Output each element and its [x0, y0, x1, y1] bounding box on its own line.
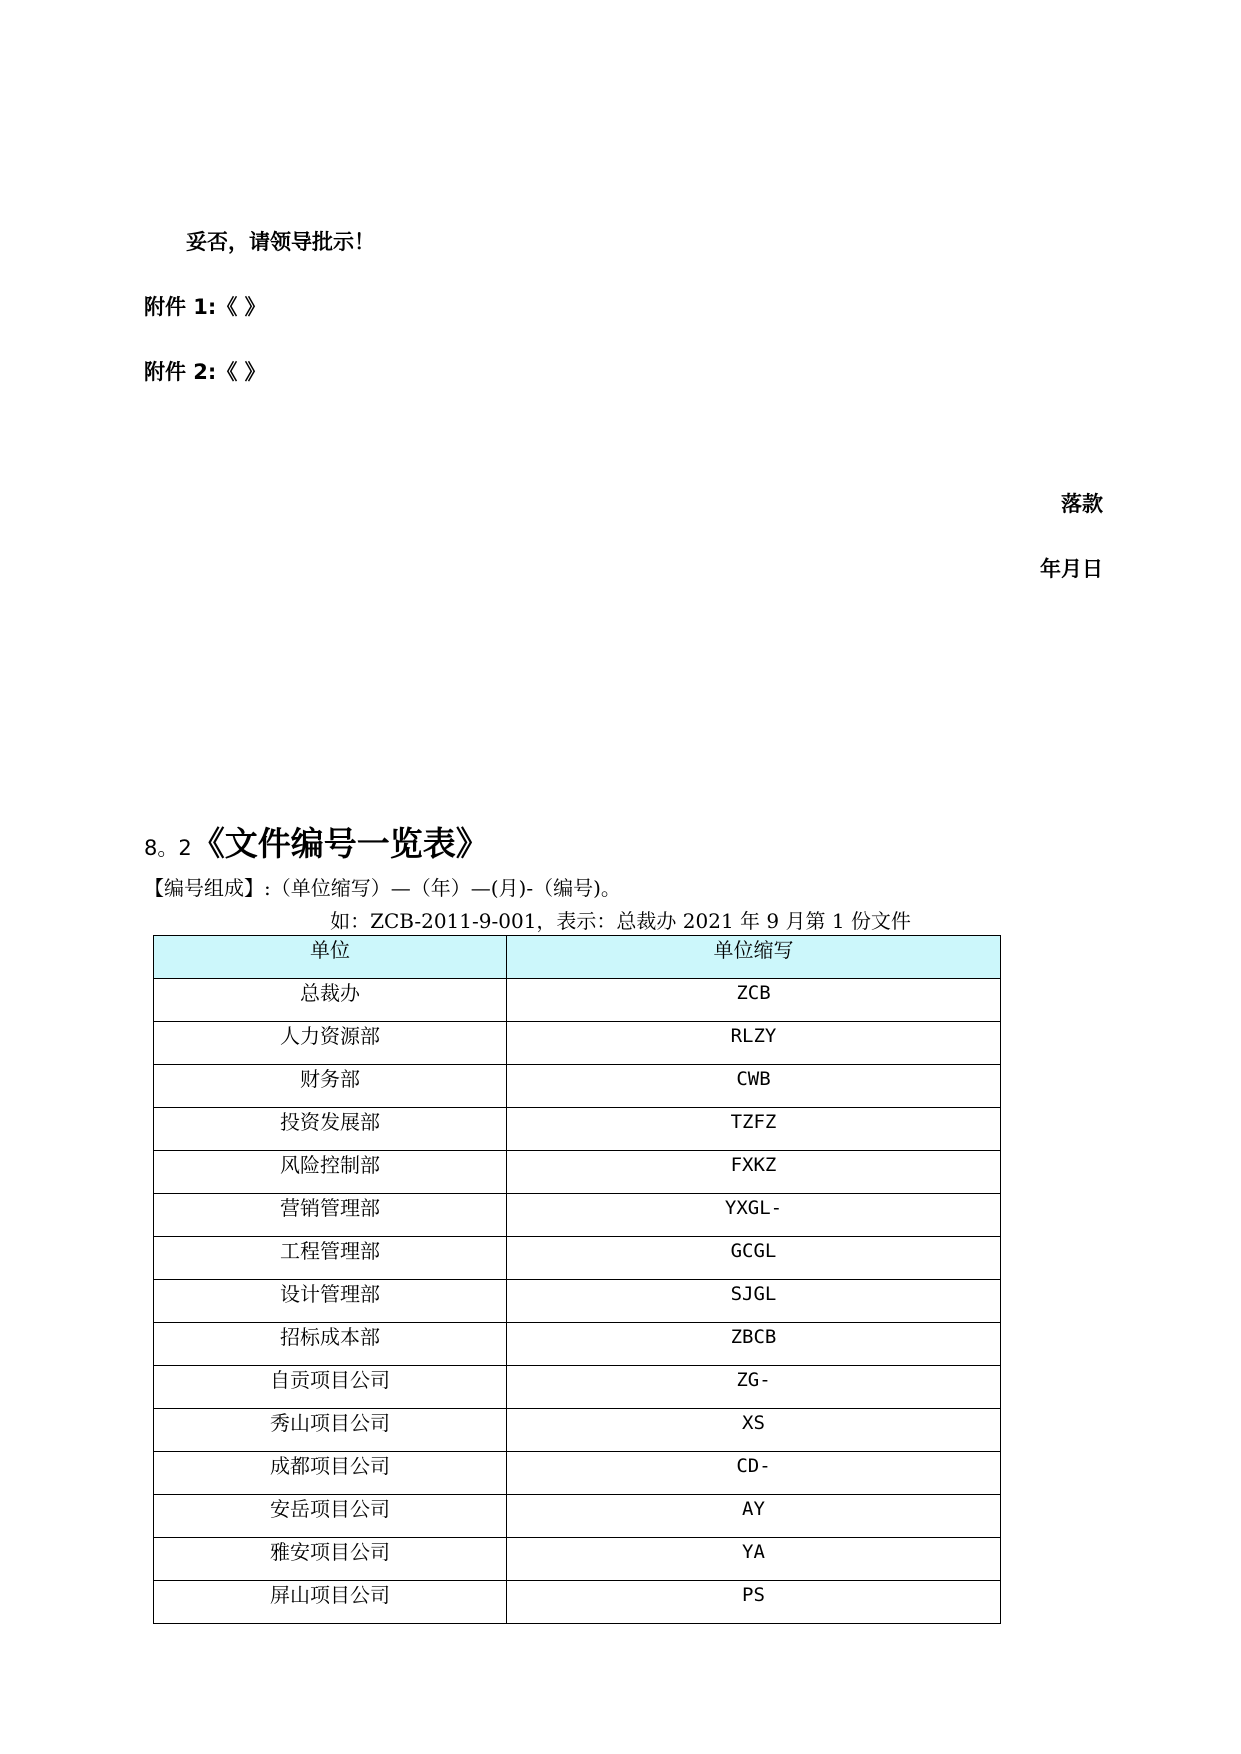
unit-name-cell: 工程管理部 — [154, 1237, 507, 1280]
column-header-unit: 单位 — [154, 936, 507, 979]
unit-abbreviation-cell: FXKZ — [507, 1151, 1001, 1194]
unit-name-cell: 屏山项目公司 — [154, 1581, 507, 1624]
unit-name-cell: 设计管理部 — [154, 1280, 507, 1323]
table-row — [154, 979, 1001, 1022]
table-row — [154, 1452, 1001, 1495]
attachment-1-line: 附件 1:《 》 — [144, 295, 266, 319]
table-row — [154, 1323, 1001, 1366]
unit-name-cell: 安岳项目公司 — [154, 1495, 507, 1538]
table-body — [154, 979, 1001, 1624]
unit-abbreviation-cell: PS — [507, 1581, 1001, 1624]
unit-name-cell: 人力资源部 — [154, 1022, 507, 1065]
unit-name-cell: 招标成本部 — [154, 1323, 507, 1366]
unit-abbreviation-table — [153, 935, 1001, 1624]
unit-name-cell: 风险控制部 — [154, 1151, 507, 1194]
unit-name-cell: 营销管理部 — [154, 1194, 507, 1237]
unit-abbreviation-cell: CD- — [507, 1452, 1001, 1495]
table-row — [154, 1495, 1001, 1538]
numbering-example: 如：ZCB-2011-9-001，表示：总裁办 2021 年 9 月第 1 份文件 — [330, 909, 911, 933]
table-row — [154, 1194, 1001, 1237]
unit-abbreviation-cell: ZBCB — [507, 1323, 1001, 1366]
unit-name-cell: 自贡项目公司 — [154, 1366, 507, 1409]
table-row — [154, 1022, 1001, 1065]
numbering-rule-text: :（单位缩写）—（年）—(月)-（编号)。 — [264, 876, 621, 900]
unit-abbreviation-cell: YA — [507, 1538, 1001, 1581]
unit-name-cell: 雅安项目公司 — [154, 1538, 507, 1581]
unit-abbreviation-cell: ZCB — [507, 979, 1001, 1022]
section-number: 8。2 — [144, 836, 192, 860]
date-placeholder: 年月日 — [1040, 557, 1103, 581]
signature-placeholder: 落款 — [1061, 492, 1103, 516]
table-row — [154, 1237, 1001, 1280]
unit-name-cell: 成都项目公司 — [154, 1452, 507, 1495]
section-title: 《文件编号一览表》 — [191, 824, 489, 863]
unit-abbreviation-cell: RLZY — [507, 1022, 1001, 1065]
unit-abbreviation-cell: XS — [507, 1409, 1001, 1452]
unit-name-cell: 投资发展部 — [154, 1108, 507, 1151]
table-row — [154, 1366, 1001, 1409]
unit-abbreviation-cell: TZFZ — [507, 1108, 1001, 1151]
approval-request-line: 妥否，请领导批示！ — [186, 230, 375, 254]
table-row — [154, 1538, 1001, 1581]
table-row — [154, 1280, 1001, 1323]
unit-abbreviation-cell: SJGL — [507, 1280, 1001, 1323]
table-row — [154, 1581, 1001, 1624]
table-header-row — [154, 936, 1001, 979]
column-header-abbreviation: 单位缩写 — [507, 936, 1001, 979]
unit-name-cell: 总裁办 — [154, 979, 507, 1022]
unit-abbreviation-cell: GCGL — [507, 1237, 1001, 1280]
unit-abbreviation-cell: YXGL- — [507, 1194, 1001, 1237]
numbering-rule — [144, 872, 621, 901]
table-row — [154, 1151, 1001, 1194]
numbering-rule-label: 【编号组成】 — [144, 876, 264, 900]
table-row — [154, 1108, 1001, 1151]
unit-abbreviation-cell: ZG- — [507, 1366, 1001, 1409]
unit-abbreviation-cell: AY — [507, 1495, 1001, 1538]
section-heading — [144, 818, 489, 865]
attachment-2-line: 附件 2:《 》 — [144, 360, 266, 384]
unit-name-cell: 财务部 — [154, 1065, 507, 1108]
unit-abbreviation-cell: CWB — [507, 1065, 1001, 1108]
unit-name-cell: 秀山项目公司 — [154, 1409, 507, 1452]
table-row — [154, 1409, 1001, 1452]
table-row — [154, 1065, 1001, 1108]
